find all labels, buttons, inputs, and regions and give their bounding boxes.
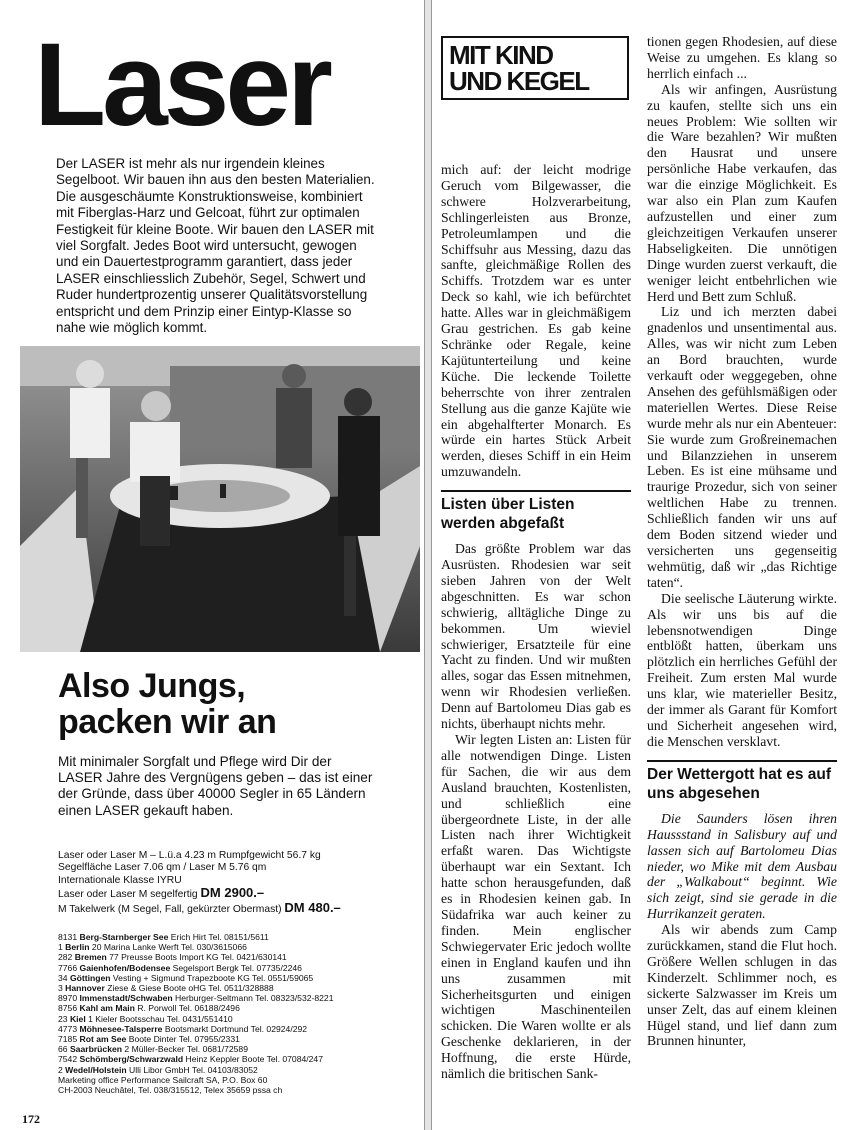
article-paragraph: Als wir anfingen, Ausrüstung zu kaufen, stellte sich uns ein neues Problem: Wie sollten wir die Ware bezahlen? Wir mußten den Hausrat und unsere persönliche Habe verkaufen, das war die einzige Möglichkeit. Es war also ein Plan zum Kaufen aufzustellen und einer zum gleichzeitigen Verkaufen unserer Habseligkeiten. Die unnötigen Dinge wurden zuerst verkauft, die weniger leicht entbehrlichen wie Herd und Bett zum Schluß. — [647, 81, 837, 304]
logo-line-2: UND KEGEL — [449, 66, 589, 96]
dealer-entry: 2 Wedel/Holstein Ulli Libor GmbH Tel. 04103/83052 — [58, 1064, 258, 1075]
ad-photo — [20, 346, 420, 652]
price-line-1 — [58, 887, 398, 901]
dealer-list — [58, 932, 418, 1095]
ad-intro-text: Der LASER ist mehr als nur irgendein kleines Segelboot. Wir bauen ihn aus den besten Materialien. Die ausgeschäumte Konstruktionsweise, kombiniert mit Fiberglas-Harz und Gelcoat, führt zur optimalen Festigkeit für kleine Boote. Wir bauen den LASER mit viel Sorgfalt. Jedes Boot wird untersucht, gewogen und ein Dauertestprogramm garantiert, dass jeder LASER einschliesslich Zubehör, Segel, Schwert und Ruder hundertprozentig unserer Qualitätsvorstellung entspricht und dem Prinzip einer Eintyp-Klasse so nahe wie möglich kommt. — [56, 156, 375, 336]
ad-headline-line-2: packen wir an — [58, 703, 277, 741]
ad-brand-title: Laser — [34, 19, 329, 151]
article-paragraph: Als wir abends zum Camp zurückkamen, stand die Flut hoch. Größere Wellen schlugen in das Kinderzelt. Schlimmer noch, es sickerte Salzwasser im Kreis um unser Zelt, das auf einem kleinen Hügel stand, und lief dann zum Brunnen hinunter, — [647, 922, 837, 1049]
page-gutter — [424, 0, 432, 1130]
price-value: DM 2900.– — [200, 885, 265, 901]
dealer-entry: 23 Kiel 1 Kieler Bootsschau Tel. 0431/551410 — [58, 1013, 233, 1024]
price-label: M Takelwerk (M Segel, Fall, gekürzter Obermast) — [58, 903, 282, 915]
subheading-weather: Der Wettergott hat es auf uns abgesehen — [647, 760, 837, 803]
article-section-logo — [441, 36, 629, 100]
article-paragraph: mich auf: der leicht modrige Geruch vom Bilgewasser, die schwere Holzverarbeitung, Schlingerleisten aus Bronze, Petroleumlampen und die Schiffsuhr aus Messing, dazu das sanfte, gleichmäßige Rollen des Schiffs. Trotzdem war es unter Deck so kahl, wie ich befürchtet hatte. Alles war in gleichmäßigem Grau gestrichen. Es gab keine Schränke oder Regale, keine Kajütunterteilung und keine Küche. Die leckende Toilette beherrschte von ihrer zentralen Stellung aus die ganze Kajüte wie ein abgehalfterter Monarch. Es würde ein hartes Stück Arbeit werden, dieses Schiff in ein Heim umzuwandeln. — [441, 162, 631, 480]
price-line-2 — [58, 899, 398, 916]
dealer-entry: 3 Hannover Ziese & Giese Boote oHG Tel. 0511/328888 — [58, 983, 274, 994]
dealer-entry: 282 Bremen 77 Preusse Boots Import KG Tel. 0421/630141 — [58, 952, 287, 963]
marketing-line: CH-2003 Neuchâtel, Tel. 038/315512, Telex 35659 pssa ch — [58, 1085, 283, 1096]
article-paragraph: Die seelische Läuterung wirkte. Als wir uns bis auf die lebensnotwendigen Dinge entblößt hatten, überkam uns plötzlich ein herrliches Gefühl der Freiheit. Zum ersten Mal wurde uns klar, wie materieller Besitz, der immer als Garant für Komfort und Sicherheit angesehen wird, die Menschen versklavt. — [647, 590, 837, 749]
article-paragraph: tionen gegen Rhodesien, auf diese Weise zu umgehen. Es klang so herrlich einfach ... — [647, 34, 837, 81]
page-number: 172 — [22, 1112, 40, 1126]
spec-line: Laser oder Laser M – L.ü.a 4.23 m Rumpfgewicht 56.7 kg — [58, 850, 321, 861]
ad-headline — [58, 668, 276, 740]
dealer-entry: 7542 Schömberg/Schwarzwald Heinz Keppler Boote Tel. 07084/247 — [58, 1054, 323, 1065]
dealer-entry: 7766 Gaienhofen/Bodensee Segelsport Bergk Tel. 07735/2246 — [58, 962, 302, 973]
price-label: Laser oder Laser M segelfertig — [58, 889, 198, 901]
sailboat-photo-image — [20, 346, 420, 652]
ad-headline-line-1: Also Jungs, — [58, 667, 246, 705]
spec-line: Segelfläche Laser 7.06 qm / Laser M 5.76 qm — [58, 862, 267, 874]
dealer-entry: 7185 Rot am See Boote Dinter Tel. 07955/2331 — [58, 1034, 240, 1045]
article-column-2 — [647, 34, 837, 1049]
ad-body-text: Mit minimaler Sorgfalt und Pflege wird Dir der LASER Jahre des Vergnügens geben – das ist einer der Gründe, dass über 40000 Segler in 65 Ländern einen LASER gekauft haben. — [58, 754, 373, 818]
article-paragraph: Liz und ich merzten dabei gnadenlos und unsentimental aus. Alles, was wir nicht zum Leben an Bord brauchten, wurde verkauft oder weggegeben, ohne Ansehen des gefühlsmäßigen oder materiellen Wertes. Diese Reise wurde mehr als nur ein Abenteuer: Sie wurde zum Großreinemachen und Bilanzziehen in unserem Leben. Es ist eine mühsame und traurige Prozedur, sich von seiner weltlichen Habe zu trennen. Schließlich fanden wir uns auf dem Boden sitzend wieder und versicherten uns gegenseitig wehmütig, daß wir „das Richtige taten“. — [647, 304, 837, 590]
marketing-line: Marketing office Performance Sailcraft SA, P.O. Box 60 — [58, 1074, 268, 1085]
ad-specs — [58, 850, 398, 916]
article-paragraph: Wir legten Listen an: Listen für alle notwendigen Dinge. Listen für Sachen, die wir aus dem Ausland brauchten, Kostenlisten, und schließlich eine übergeordnete Liste, in der alle Listen nach ihrer Wichtigkeit erfaßt waren. Das Wichtigste überhaupt war ein Sextant. Ich hatte schon herausgefunden, daß es in Rhodesien keinen gab. In Südafrika war auch keiner zu finden. Mein englischer Schwiegervater Eric jedoch wollte einen in England kaufen und ihn uns zusammen mit Sicherheitsgurten und einigen wichtigen Maschinenteilen schicken. Die Waren wollte er als Geschenke deklarieren, in der Hoffnung, die erste Hürde, nämlich die britischen Sank- — [441, 732, 631, 1082]
dealer-entry: 66 Saarbrücken 2 Müller-Becker Tel. 0681/72589 — [58, 1044, 248, 1055]
dealer-entry: 1 Berlin 20 Marina Lanke Werft Tel. 030/3615066 — [58, 942, 247, 953]
article-italic-intro: Die Saunders lösen ihren Haussstand in Salisbury auf und lassen sich auf Bartolomeu Dias nieder, wo Mike mit dem Ausbau der „Walkabout“ beginnt. Wie sich zeigt, sind sie gerade in die Hurrikanzeit geraten. — [647, 810, 837, 922]
dealer-entry: 4773 Möhnesee-Talsperre Bootsmarkt Dortmund Tel. 02924/292 — [58, 1023, 308, 1034]
article-column-1 — [441, 162, 631, 1082]
dealer-entry: 8970 Immenstadt/Schwaben Herburger-Seltmann Tel. 08323/532-8221 — [58, 993, 334, 1004]
subheading-lists: Listen über Listen werden abgefaßt — [441, 490, 631, 533]
spec-line: Internationale Klasse IYRU — [58, 874, 182, 886]
price-value: DM 480.– — [284, 899, 341, 915]
logo-line-1: MIT KIND — [449, 40, 553, 70]
dealer-entry: 8756 Kahl am Main R. Porwoll Tel. 06188/2496 — [58, 1003, 240, 1014]
dealer-entry: 34 Göttingen Vesting + Sigmund Trapezboote KG Tel. 0551/59065 — [58, 972, 314, 983]
dealer-entry: 8131 Berg-Starnberger See Erich Hirt Tel. 08151/5611 — [58, 932, 269, 942]
article-paragraph: Das größte Problem war das Ausrüsten. Rhodesien war seit sieben Jahren von der Welt abgeschnitten. Es war schon schwierig, alltägliche Dinge zu bekommen. Um wieviel schwieriger, Ersatzteile für eine Yacht zu finden. Und wir mußten alles, sogar das Essen mitnehmen, wenn wir Rhodesien verließen. Denn auf Bartolomeu Dias gab es nichts, überhaupt nichts mehr. — [441, 541, 631, 732]
